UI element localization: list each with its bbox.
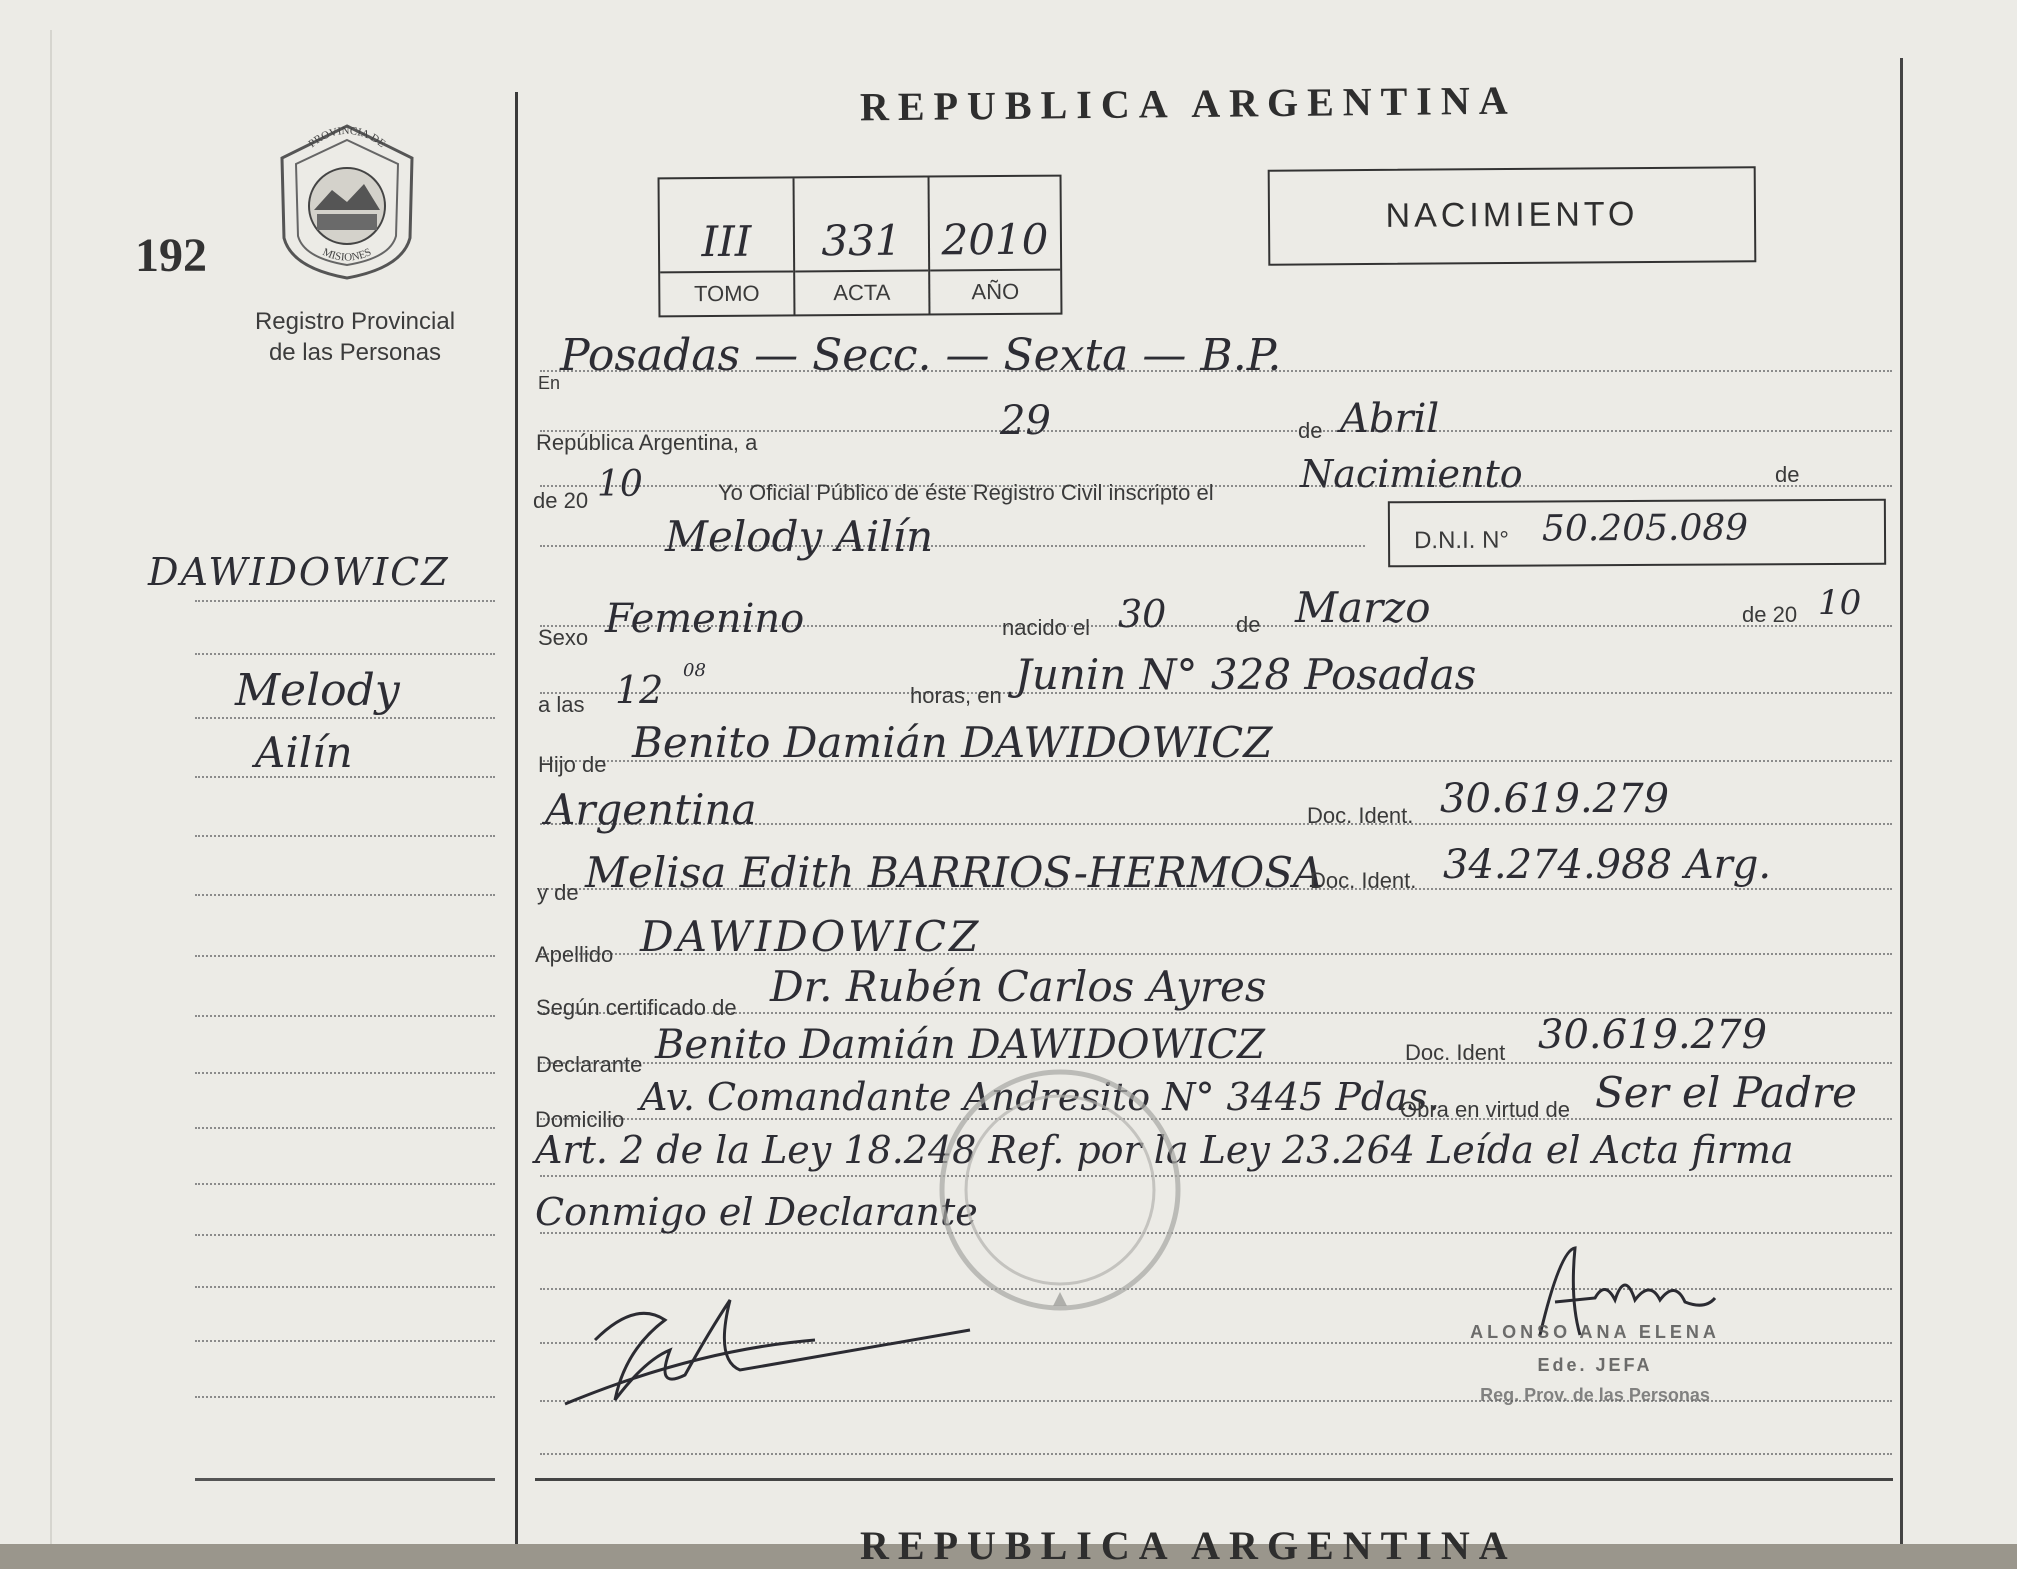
seal-text-top: PROVINCIA DE [306, 124, 388, 151]
stub-ruled-line [195, 894, 495, 896]
stub-ruled-line [195, 1396, 495, 1398]
form-bottom-rule [535, 1478, 1893, 1481]
dni-number: 50.205.089 [1541, 507, 1749, 550]
stub-bottom-rule [195, 1478, 495, 1481]
label-a-las: a las [538, 692, 585, 717]
stub-left-border [50, 30, 52, 1544]
entry-child-name: Melody Ailín [665, 512, 934, 561]
entry-address: Av. Comandante Andresito N° 3445 Pdas. [640, 1075, 1440, 1119]
entry-continuation-1: Art. 2 de la Ley 18.248 Ref. por la Ley 23.264 Leída el Acta firma [535, 1128, 1794, 1172]
label-de-month: de [1236, 612, 1261, 637]
label-en: En [538, 373, 561, 393]
official-name: ALONSO ANA ELENA [1470, 1322, 1720, 1342]
label-obra-en-virtud: Obra en virtud de [1400, 1097, 1570, 1122]
label-doc-ident-father: Doc. Ident. [1307, 803, 1414, 828]
tomo-value: III [701, 216, 752, 267]
record-number-box [658, 175, 1063, 318]
entry-birth-place: Junin N° 328 Posadas [1015, 650, 1477, 699]
entry-day: 29 [1000, 398, 1051, 444]
entry-birth-year-suffix: 10 [1818, 583, 1862, 623]
provincial-seal [272, 118, 422, 283]
form-ruled-line [540, 545, 1365, 547]
entry-mother: Melisa Edith BARRIOS-HERMOSA [585, 848, 1324, 897]
registry-name [230, 306, 480, 368]
entry-father-nationality: Argentina [545, 785, 757, 834]
stub-name-second: Ailín [255, 728, 353, 777]
document-type: NACIMIENTO [1385, 195, 1639, 235]
acta-value: 331 [821, 215, 902, 266]
label-de-20-birth: de 20 [1742, 602, 1798, 627]
stub-surname: DAWIDOWICZ [148, 550, 450, 594]
entry-father-doc: 30.619.279 [1440, 776, 1670, 822]
stub-ruled-line [195, 717, 495, 719]
stub-ruled-line [195, 776, 495, 778]
entry-year-suffix: 10 [597, 464, 643, 505]
label-yo-oficial: Yo Oficial Público de éste Registro Civil inscripto el [718, 480, 1214, 505]
entry-birth-month: Marzo [1295, 583, 1431, 632]
stub-ruled-line [195, 1340, 495, 1342]
registry-line1: Registro Provincial [254, 308, 456, 335]
country-title: REPUBLICA ARGENTINA [859, 77, 1517, 130]
anio-value: 2010 [941, 214, 1049, 265]
entry-father: Benito Damián DAWIDOWICZ [632, 718, 1273, 767]
next-certificate-title: REPUBLICA ARGENTINA [860, 1523, 1517, 1568]
entry-in-virtue-of: Ser el Padre [1595, 1068, 1857, 1117]
document-type-box [1268, 166, 1757, 265]
entry-sex: Femenino [605, 596, 805, 642]
page-right-edge [1900, 58, 1903, 1544]
declarant-signature [555, 1280, 995, 1410]
stub-ruled-line [195, 955, 495, 957]
stub-name-first: Melody [235, 665, 400, 716]
entry-certifier: Dr. Rubén Carlos Ayres [770, 962, 1267, 1011]
page-number: 192 [135, 229, 207, 282]
entry-place: Posadas — Secc. — Sexta — B.P. [560, 330, 1282, 381]
entry-hour: 12 [615, 668, 664, 712]
label-apellido: Apellido [535, 942, 614, 967]
entry-mother-doc: 34.274.988 Arg. [1443, 842, 1772, 888]
dni-label: D.N.I. N° [1413, 526, 1510, 555]
label-de-20: de 20 [533, 488, 589, 513]
stub-ruled-line [195, 1015, 495, 1017]
label-y-de: y de [537, 880, 579, 905]
form-ruled-line [540, 1453, 1892, 1455]
stub-ruled-line [195, 653, 495, 655]
label-nacido-el: nacido el [1002, 615, 1091, 640]
entry-minutes: 08 [683, 660, 706, 681]
entry-surname: DAWIDOWICZ [640, 912, 982, 961]
acta-label: ACTA [795, 270, 928, 307]
label-de-row3: de [1775, 462, 1800, 487]
stub-ruled-line [195, 1234, 495, 1236]
stub-ruled-line [195, 1072, 495, 1074]
label-republica-a: República Argentina, a [536, 430, 758, 455]
stub-divider [515, 92, 518, 1544]
anio-cell [930, 177, 1061, 314]
form-ruled-line [540, 1175, 1892, 1177]
label-domicilio: Domicilio [535, 1107, 625, 1132]
label-de: de [1298, 418, 1323, 443]
stub-ruled-line [195, 1286, 495, 1288]
label-segun-certificado: Según certificado de [536, 995, 737, 1020]
seal-text-bottom: MISIONES [320, 246, 374, 264]
stub-ruled-line [195, 835, 495, 837]
registry-line2: de las Personas [268, 339, 442, 366]
label-hijo-de: Hijo de [538, 752, 607, 777]
official-office: Reg. Prov. de las Personas [1480, 1385, 1710, 1405]
stub-ruled-line [195, 1127, 495, 1129]
entry-declarant: Benito Damián DAWIDOWICZ [655, 1022, 1265, 1068]
official-role: Ede. JEFA [1537, 1355, 1653, 1375]
stub-ruled-line [195, 600, 495, 602]
entry-continuation-2: Conmigo el Declarante [535, 1190, 978, 1234]
entry-month: Abril [1340, 396, 1440, 442]
anio-label: AÑO [930, 269, 1060, 306]
entry-birth-day: 30 [1118, 592, 1167, 636]
label-horas-en: horas, en [910, 683, 1002, 708]
tomo-label: TOMO [660, 270, 793, 307]
label-doc-ident-declarant: Doc. Ident [1405, 1040, 1506, 1065]
acta-cell [795, 178, 931, 315]
entry-act-type: Nacimiento [1300, 452, 1523, 496]
entry-declarant-doc: 30.619.279 [1538, 1012, 1768, 1058]
dni-box [1388, 499, 1886, 568]
label-sexo: Sexo [538, 625, 589, 650]
label-doc-ident-mother: Doc. Ident. [1310, 868, 1417, 893]
stub-ruled-line [195, 1183, 495, 1185]
tomo-cell [660, 178, 796, 315]
label-declarante: Declarante [536, 1052, 643, 1077]
